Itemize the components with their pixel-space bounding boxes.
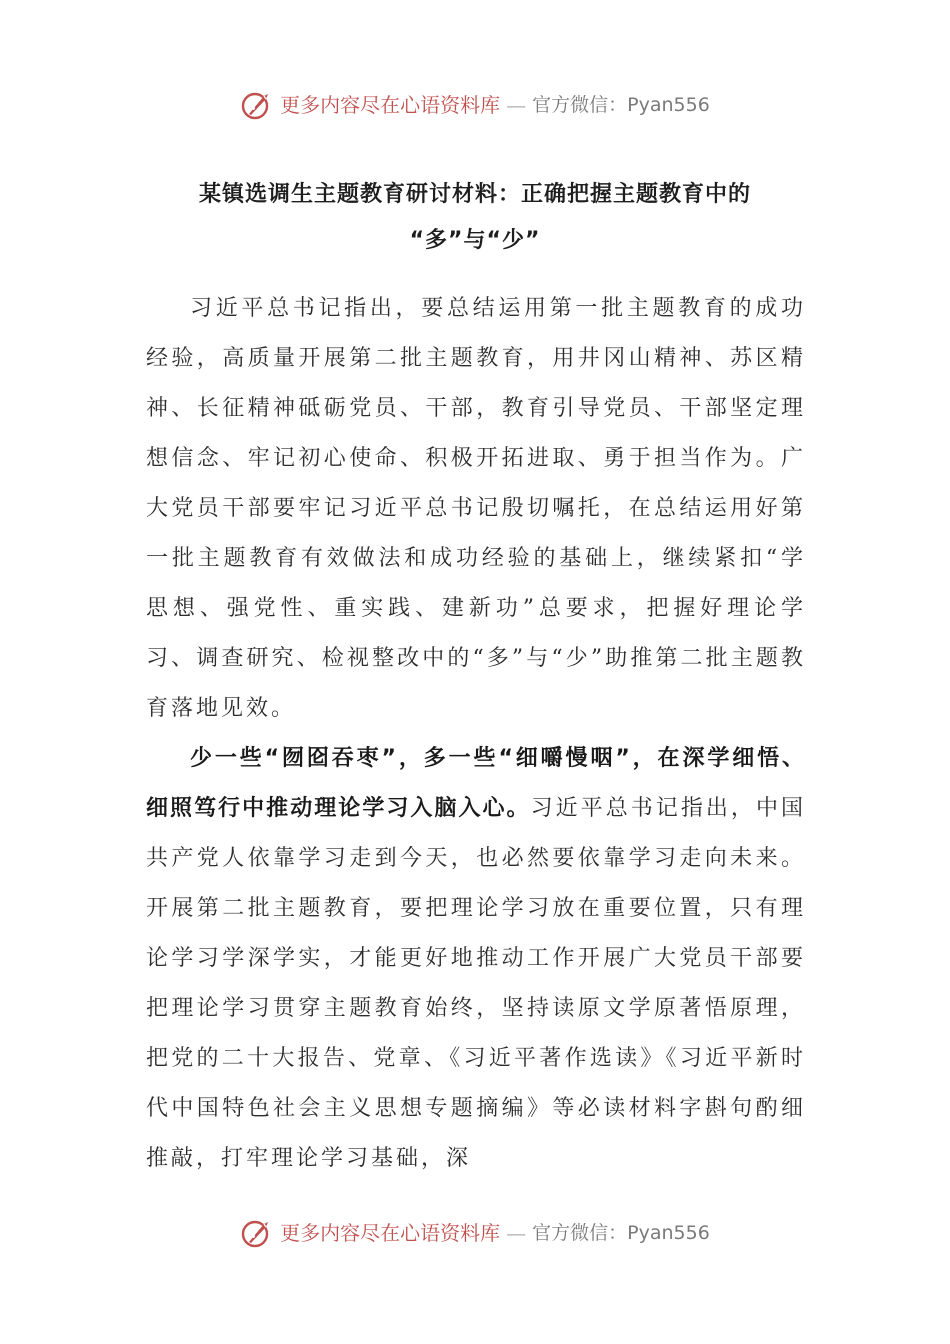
watermark-contact: 官方微信：Pyan556 bbox=[532, 1222, 710, 1244]
pen-nib-circle-icon bbox=[240, 88, 274, 122]
paragraph-text: 习近平总书记指出，中国共产党人依靠学习走到今天，也必然要依靠学习走向未来。开展第二批主题教育，要把理论学习放在重要位置，只有理论学习学深学实，才能更好地推动工作开展广大党员干部要把理论学习贯穿主题教育始终，坚持读原文学原著悟原理，把党的二十大报告、党章、《习近平著作选读》《习近平新时代中国特色社会主义思想专题摘编》等必读材料字斟句酌细推敲，打牢理论学习基础，深 bbox=[146, 796, 806, 1171]
paragraph-intro: 习近平总书记指出，要总结运用第一批主题教育的成功经验，高质量开展第二批主题教育，用井冈山精神、苏区精神、长征精神砥砺党员、干部，教育引导党员、干部坚定理想信念、牢记初心使命、积极开拓进取、勇于担当作为。广大党员干部要牢记习近平总书记殷切嘱托，在总结运用好第一批主题教育有效做法和成功经验的基础上，继续紧扣“学思想、强党性、重实践、建新功”总要求，把握好理论学习、调查研究、检视整改中的“多”与“少”助推第二批主题教育落地见效。 bbox=[146, 296, 806, 721]
paragraph-theory-study bbox=[146, 734, 806, 1184]
watermark-separator: — bbox=[506, 93, 527, 117]
paragraph-heading: 少一些“囫囵吞枣”，多一些“细嚼慢咽”，在深学细悟、细照笃行中推动理论学习入脑入心。 bbox=[146, 746, 806, 821]
document-title bbox=[130, 172, 820, 264]
watermark-separator: — bbox=[506, 1221, 527, 1245]
footer-watermark bbox=[0, 1216, 950, 1250]
document-body bbox=[146, 284, 806, 1184]
pen-nib-circle-icon bbox=[240, 1216, 274, 1250]
watermark-text: 更多内容尽在心语资料库 bbox=[280, 1221, 501, 1245]
header-watermark bbox=[0, 88, 950, 122]
watermark-contact: 官方微信：Pyan556 bbox=[532, 94, 710, 116]
title-line-2: “多”与“少” bbox=[409, 228, 541, 253]
title-line-1: 某镇选调生主题教育研讨材料：正确把握主题教育中的 bbox=[198, 182, 751, 207]
watermark-text: 更多内容尽在心语资料库 bbox=[280, 93, 501, 117]
